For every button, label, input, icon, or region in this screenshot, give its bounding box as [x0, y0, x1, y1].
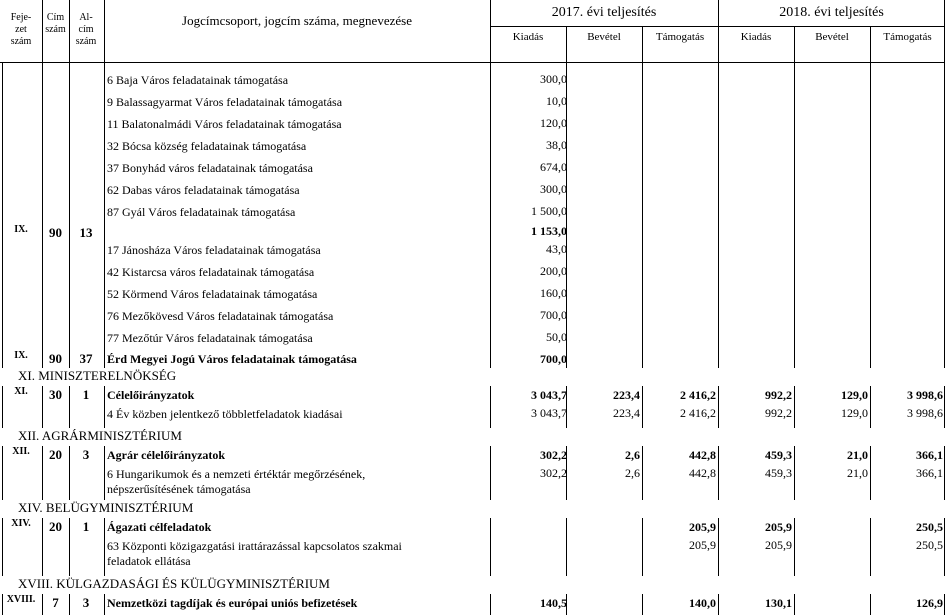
item-name: 6 Baja Város feladatainak támogatása — [107, 73, 289, 87]
value-k17: 43,0 — [546, 242, 567, 256]
item-name: Érd Megyei Jogú Város feladatainak támogatása — [107, 352, 357, 366]
section-heading: XIV. BELÜGYMINISZTÉRIUM — [18, 500, 194, 515]
header-kiadas-2017: Kiadás — [512, 31, 544, 43]
section-heading-row — [0, 428, 945, 446]
header-column-line — [718, 0, 719, 62]
header-cim: Cím szám — [45, 12, 66, 35]
value-t18: 366,1 — [916, 448, 943, 462]
column-line — [42, 518, 43, 576]
column-line — [42, 594, 43, 615]
value-t17: 442,8 — [689, 448, 716, 462]
column-line — [104, 386, 105, 428]
column-line — [642, 62, 643, 368]
value-k17: 302,2 — [540, 466, 567, 480]
item-name: 37 Bonyhád város feladatainak támogatása — [107, 161, 313, 175]
column-line — [42, 446, 43, 500]
item-name: 62 Dabas város feladatainak támogatása — [107, 183, 300, 197]
alcim-number: 3 — [82, 595, 90, 610]
value-t17: 205,9 — [689, 538, 716, 552]
cim-number: 7 — [52, 595, 59, 610]
column-line — [490, 518, 491, 576]
value-k17: 3 043,7 — [531, 406, 567, 420]
cim-number: 90 — [49, 351, 62, 366]
value-b18: 129,0 — [841, 388, 868, 402]
table-row — [0, 594, 945, 615]
value-k18: 459,3 — [765, 466, 792, 480]
value-k18: 205,9 — [765, 538, 792, 552]
column-line — [104, 62, 105, 368]
item-name: 52 Körmend Város feladatainak támogatása — [107, 287, 318, 301]
table-row — [0, 306, 945, 328]
column-line — [718, 446, 719, 500]
value-b17: 2,6 — [625, 448, 640, 462]
section-heading-row — [0, 368, 945, 386]
table-row — [0, 70, 945, 92]
column-line — [69, 446, 70, 500]
table-row — [0, 386, 945, 404]
value-t17: 140,0 — [689, 596, 716, 610]
column-line — [870, 62, 871, 368]
value-k17: 200,0 — [540, 264, 567, 278]
value-k17: 302,2 — [540, 448, 567, 462]
column-line — [718, 386, 719, 428]
column-line — [490, 62, 491, 368]
column-line — [718, 518, 719, 576]
table-row — [0, 328, 945, 350]
fejezet-number: XI. — [14, 386, 28, 397]
value-k18: 992,2 — [765, 406, 792, 420]
item-name: 11 Balatonalmádi Város feladatainak támogatása — [107, 117, 342, 131]
table-row — [0, 240, 945, 262]
value-k17: 10,0 — [546, 94, 567, 108]
alcim-number: 13 — [79, 225, 93, 240]
column-line — [566, 446, 567, 500]
value-t18: 366,1 — [916, 466, 943, 480]
header-fejezet: Feje- zet szám — [10, 12, 32, 47]
column-line — [2, 62, 3, 368]
value-k18: 205,9 — [765, 520, 792, 534]
column-line — [718, 62, 719, 368]
value-k17: 300,0 — [540, 182, 567, 196]
column-line — [2, 594, 3, 615]
item-name: 4 Év közben jelentkező többletfeladatok kiadásai — [107, 407, 343, 421]
table-row — [0, 224, 945, 240]
header-column-line — [642, 26, 643, 62]
item-name: Célelőirányzatok — [107, 388, 195, 402]
column-line — [794, 446, 795, 500]
column-line — [870, 594, 871, 615]
table-row — [0, 158, 945, 180]
value-t17: 2 416,2 — [680, 406, 716, 420]
value-k18: 459,3 — [765, 448, 792, 462]
column-line — [642, 386, 643, 428]
value-k17: 120,0 — [540, 116, 567, 130]
value-k17: 3 043,7 — [531, 388, 567, 402]
header-column-line — [490, 0, 491, 62]
column-line — [870, 518, 871, 576]
column-line — [104, 594, 105, 615]
alcim-number: 37 — [79, 351, 93, 366]
item-name: Agrár célelőirányzatok — [107, 448, 226, 462]
cim-number: 20 — [49, 519, 62, 534]
header-column-line — [870, 26, 871, 62]
column-line — [566, 594, 567, 615]
header-year-2018: 2018. évi teljesítés — [779, 5, 884, 20]
value-b18: 21,0 — [847, 448, 868, 462]
column-line — [69, 62, 70, 368]
header-year-2017: 2017. évi teljesítés — [551, 5, 657, 20]
item-name: 77 Mezőtúr Város feladatainak támogatása — [107, 331, 313, 345]
value-k18: 130,1 — [765, 596, 792, 610]
header-column-line — [69, 0, 70, 62]
column-line — [794, 594, 795, 615]
header-bevetel-2017: Bevétel — [587, 31, 621, 43]
item-name: 9 Balassagyarmat Város feladatainak támogatása — [107, 95, 343, 109]
value-k17: 140,5 — [540, 596, 567, 610]
value-t18: 3 998,6 — [907, 406, 943, 420]
table-row — [0, 404, 945, 428]
column-line — [794, 62, 795, 368]
value-k17: 674,0 — [540, 160, 567, 174]
column-line — [490, 594, 491, 615]
item-name: 32 Bócsa község feladatainak támogatása — [107, 139, 307, 153]
column-line — [566, 386, 567, 428]
value-b18: 129,0 — [841, 406, 868, 420]
column-line — [642, 518, 643, 576]
item-name: Ágazati célfeladatok — [107, 520, 212, 534]
item-name: Nemzetközi tagdíjak és európai uniós befizetések — [107, 596, 358, 610]
value-t18: 126,9 — [916, 596, 943, 610]
table-row — [0, 92, 945, 114]
value-t17: 205,9 — [689, 520, 716, 534]
alcim-number: 3 — [82, 447, 90, 462]
fejezet-number: IX. — [14, 224, 28, 235]
header-name: Jogcímcsoport, jogcím száma, megnevezése — [182, 13, 412, 28]
value-t18: 250,5 — [916, 520, 943, 534]
table-row — [0, 202, 945, 224]
column-line — [2, 386, 3, 428]
value-k17: 700,0 — [540, 352, 567, 366]
cim-number: 20 — [49, 447, 62, 462]
column-line — [870, 446, 871, 500]
fejezet-number: XIV. — [11, 518, 31, 529]
table-row — [0, 180, 945, 202]
column-line — [642, 594, 643, 615]
table-row — [0, 446, 945, 464]
item-name: 42 Kistarcsa város feladatainak támogatása — [107, 265, 315, 279]
value-b17: 2,6 — [625, 466, 640, 480]
value-t17: 2 416,2 — [680, 388, 716, 402]
value-b18: 21,0 — [847, 466, 868, 480]
column-line — [566, 518, 567, 576]
value-k17: 160,0 — [540, 286, 567, 300]
column-line — [794, 386, 795, 428]
header-bevetel-2018: Bevétel — [815, 31, 849, 43]
column-line — [42, 386, 43, 428]
table-row — [0, 284, 945, 306]
header-alcim: Al- cím szám — [75, 12, 97, 47]
item-name-continued: népszerűsítésének támogatása — [107, 482, 251, 496]
item-name: 6 Hungarikumok és a nemzeti értéktár megőrzésének, — [107, 467, 366, 481]
column-line — [718, 594, 719, 615]
header-column-line — [42, 0, 43, 62]
column-line — [490, 446, 491, 500]
table-row — [0, 136, 945, 158]
column-line — [69, 386, 70, 428]
header-column-line — [104, 0, 105, 62]
value-t17: 442,8 — [689, 466, 716, 480]
value-b17: 223,4 — [613, 388, 640, 402]
table-row — [0, 518, 945, 536]
section-heading: XII. AGRÁRMINISZTÉRIUM — [18, 428, 182, 443]
cim-number: 30 — [49, 387, 62, 402]
item-name-continued: feladatok ellátása — [107, 554, 191, 568]
section-heading: XI. MINISZTERELNÖKSÉG — [18, 368, 177, 383]
fejezet-number: XII. — [12, 446, 30, 457]
value-b17: 223,4 — [613, 406, 640, 420]
item-name: 76 Mezőkövesd Város feladatainak támogatása — [107, 309, 334, 323]
table-row — [0, 464, 945, 500]
column-line — [566, 62, 567, 368]
value-k17: 1 500,0 — [531, 204, 567, 218]
section-heading: XVIII. KÜLGAZDASÁGI ÉS KÜLÜGYMINISZTÉRIUM — [18, 576, 330, 591]
section-heading-row — [0, 576, 945, 594]
column-line — [104, 518, 105, 576]
header-tamogatas-2018: Támogatás — [883, 31, 932, 43]
value-k17: 700,0 — [540, 308, 567, 322]
column-line — [69, 518, 70, 576]
column-line — [104, 446, 105, 500]
table-row — [0, 350, 945, 368]
column-line — [2, 518, 3, 576]
value-k17: 50,0 — [546, 330, 567, 344]
alcim-number: 1 — [82, 519, 90, 534]
item-name: 17 Jánosháza Város feladatainak támogatása — [107, 243, 321, 257]
column-line — [870, 386, 871, 428]
value-k18: 992,2 — [765, 388, 792, 402]
table-row — [0, 536, 945, 572]
column-line — [2, 446, 3, 500]
column-line — [794, 518, 795, 576]
column-line — [490, 386, 491, 428]
header-tamogatas-2017: Támogatás — [655, 31, 705, 43]
alcim-number: 1 — [82, 387, 90, 402]
value-t18: 3 998,6 — [907, 388, 943, 402]
column-line — [642, 446, 643, 500]
value-k17: 1 153,0 — [531, 224, 567, 238]
value-k17: 38,0 — [546, 138, 567, 152]
value-t18: 250,5 — [916, 538, 943, 552]
section-heading-row — [0, 500, 945, 518]
table-row — [0, 114, 945, 136]
item-name: 63 Központi közigazgatási irattárazással kapcsolatos szakmai — [107, 539, 402, 553]
item-name: 87 Gyál Város feladatainak támogatása — [107, 205, 296, 219]
fejezet-number: IX. — [14, 350, 28, 361]
table-row — [0, 262, 945, 284]
fejezet-number: XVIII. — [6, 594, 36, 605]
header-column-line — [794, 26, 795, 62]
header-column-line — [566, 26, 567, 62]
header-kiadas-2018: Kiadás — [740, 31, 772, 43]
table-header — [0, 0, 945, 63]
cim-number: 90 — [49, 225, 62, 240]
column-line — [69, 594, 70, 615]
column-line — [42, 62, 43, 368]
value-k17: 300,0 — [540, 72, 567, 86]
